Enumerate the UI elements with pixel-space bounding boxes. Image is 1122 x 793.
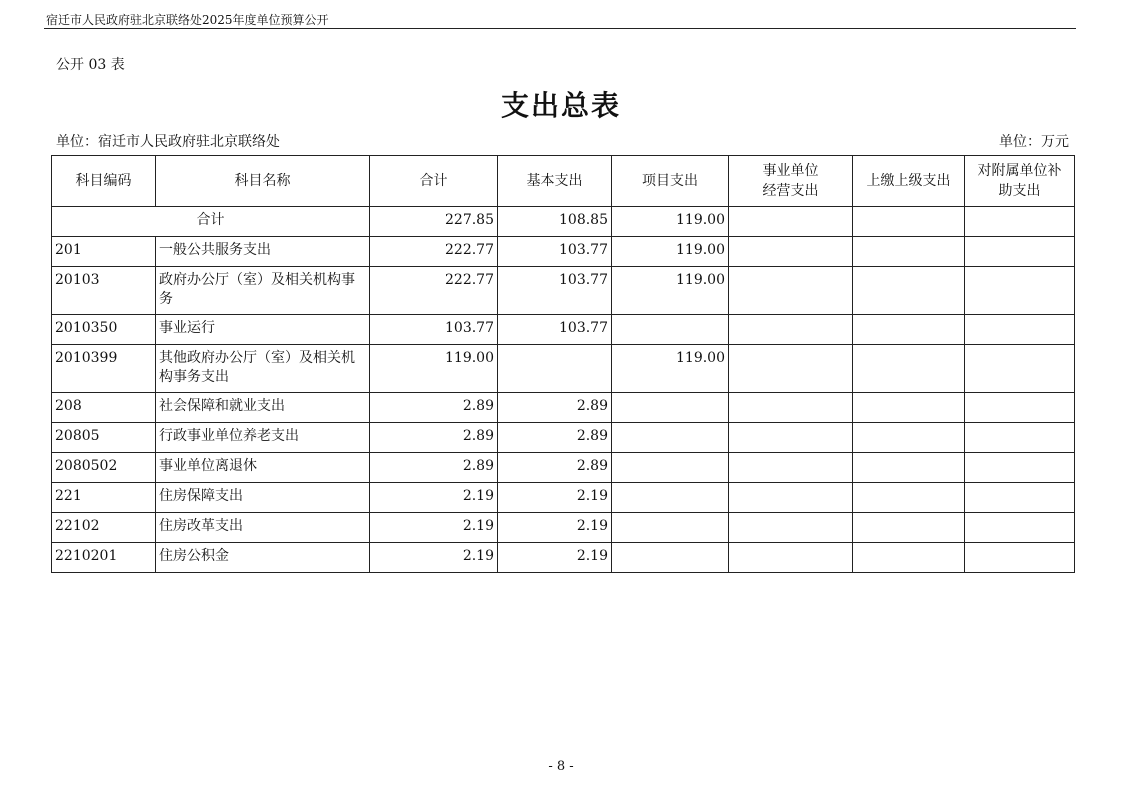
header-code: 科目编码	[52, 156, 156, 207]
cell-project	[612, 513, 729, 543]
currency-unit: 单位：万元	[999, 134, 1069, 150]
cell-code: 201	[52, 237, 156, 267]
cell-total: 103.77	[370, 315, 498, 345]
cell-name: 事业单位离退休	[156, 453, 370, 483]
cell-name: 住房保障支出	[156, 483, 370, 513]
cell-code: 20103	[52, 267, 156, 315]
total-label: 合计	[52, 207, 370, 237]
cell-subsidy	[965, 393, 1075, 423]
cell-code: 22102	[52, 513, 156, 543]
cell-total: 2.89	[370, 423, 498, 453]
cell-upper	[853, 423, 965, 453]
cell-basic: 2.19	[498, 513, 612, 543]
cell-total: 119.00	[370, 345, 498, 393]
header-name: 科目名称	[156, 156, 370, 207]
cell-business	[729, 237, 853, 267]
cell-business	[729, 423, 853, 453]
cell-basic: 2.19	[498, 483, 612, 513]
cell-name: 社会保障和就业支出	[156, 393, 370, 423]
cell-business	[729, 345, 853, 393]
cell-subsidy	[965, 483, 1075, 513]
header-project: 项目支出	[612, 156, 729, 207]
cell-total: 227.85	[370, 207, 498, 237]
cell-subsidy	[965, 513, 1075, 543]
cell-total: 222.77	[370, 237, 498, 267]
cell-subsidy	[965, 315, 1075, 345]
table-row	[52, 267, 1075, 315]
cell-business	[729, 207, 853, 237]
cell-code: 2010350	[52, 315, 156, 345]
cell-total: 2.89	[370, 453, 498, 483]
header-upper: 上缴上级支出	[853, 156, 965, 207]
cell-project	[612, 543, 729, 573]
table-row-total	[52, 207, 1075, 237]
cell-business	[729, 483, 853, 513]
table-header-row	[52, 156, 1075, 207]
cell-subsidy	[965, 345, 1075, 393]
cell-basic: 2.19	[498, 543, 612, 573]
cell-basic: 103.77	[498, 237, 612, 267]
cell-upper	[853, 543, 965, 573]
running-header: 宿迁市人民政府驻北京联络处2025年度单位预算公开	[46, 13, 329, 27]
expenditure-table	[51, 155, 1075, 573]
cell-upper	[853, 315, 965, 345]
cell-code: 2080502	[52, 453, 156, 483]
cell-business	[729, 315, 853, 345]
form-code: 公开 03 表	[56, 57, 125, 73]
cell-name: 一般公共服务支出	[156, 237, 370, 267]
unit-name: 单位：宿迁市人民政府驻北京联络处	[56, 134, 280, 150]
table-row	[52, 393, 1075, 423]
cell-upper	[853, 267, 965, 315]
table-row	[52, 483, 1075, 513]
page-number: - 8 -	[548, 759, 574, 774]
cell-total: 2.19	[370, 513, 498, 543]
cell-name: 政府办公厅（室）及相关机构事务	[156, 267, 370, 315]
cell-upper	[853, 393, 965, 423]
cell-subsidy	[965, 423, 1075, 453]
cell-upper	[853, 453, 965, 483]
cell-total: 222.77	[370, 267, 498, 315]
table-row	[52, 453, 1075, 483]
cell-project	[612, 393, 729, 423]
cell-upper	[853, 237, 965, 267]
document-title: 支出总表	[500, 89, 621, 122]
cell-subsidy	[965, 543, 1075, 573]
header-total: 合计	[370, 156, 498, 207]
cell-code: 2010399	[52, 345, 156, 393]
cell-business	[729, 453, 853, 483]
cell-subsidy	[965, 207, 1075, 237]
cell-project	[612, 483, 729, 513]
cell-name: 住房改革支出	[156, 513, 370, 543]
cell-business	[729, 393, 853, 423]
cell-project: 119.00	[612, 237, 729, 267]
cell-basic: 2.89	[498, 453, 612, 483]
header-basic: 基本支出	[498, 156, 612, 207]
cell-business	[729, 543, 853, 573]
cell-upper	[853, 513, 965, 543]
header-business: 事业单位 经营支出	[729, 156, 853, 207]
cell-project: 119.00	[612, 267, 729, 315]
cell-basic	[498, 345, 612, 393]
cell-business	[729, 513, 853, 543]
cell-code: 20805	[52, 423, 156, 453]
cell-project	[612, 453, 729, 483]
cell-name: 住房公积金	[156, 543, 370, 573]
cell-basic: 108.85	[498, 207, 612, 237]
cell-code: 221	[52, 483, 156, 513]
cell-project: 119.00	[612, 345, 729, 393]
cell-name: 其他政府办公厅（室）及相关机构事务支出	[156, 345, 370, 393]
cell-code: 2210201	[52, 543, 156, 573]
cell-upper	[853, 483, 965, 513]
table-row	[52, 345, 1075, 393]
table-row	[52, 543, 1075, 573]
cell-total: 2.19	[370, 543, 498, 573]
cell-basic: 103.77	[498, 315, 612, 345]
table-row	[52, 423, 1075, 453]
cell-project	[612, 423, 729, 453]
cell-total: 2.19	[370, 483, 498, 513]
table-row	[52, 237, 1075, 267]
cell-business	[729, 267, 853, 315]
cell-code: 208	[52, 393, 156, 423]
table-row	[52, 513, 1075, 543]
cell-basic: 2.89	[498, 393, 612, 423]
cell-upper	[853, 345, 965, 393]
table-row	[52, 315, 1075, 345]
cell-basic: 2.89	[498, 423, 612, 453]
cell-name: 事业运行	[156, 315, 370, 345]
cell-total: 2.89	[370, 393, 498, 423]
cell-subsidy	[965, 267, 1075, 315]
header-subsidy: 对附属单位补 助支出	[965, 156, 1075, 207]
cell-upper	[853, 207, 965, 237]
cell-project	[612, 315, 729, 345]
cell-subsidy	[965, 453, 1075, 483]
cell-project: 119.00	[612, 207, 729, 237]
header-rule	[44, 28, 1076, 29]
cell-basic: 103.77	[498, 267, 612, 315]
cell-name: 行政事业单位养老支出	[156, 423, 370, 453]
cell-subsidy	[965, 237, 1075, 267]
